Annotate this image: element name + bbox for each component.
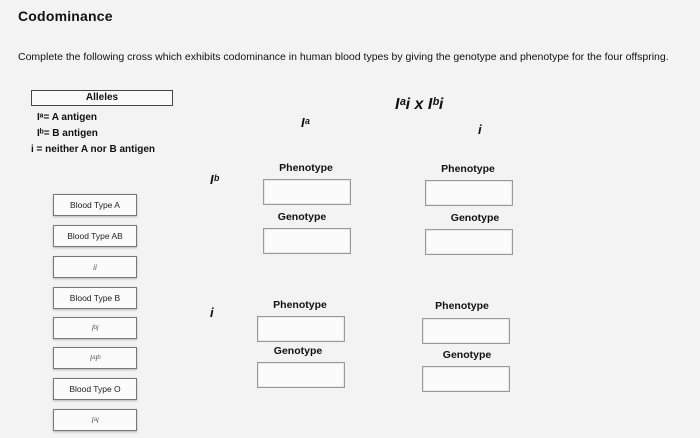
phenotype-drop-3[interactable]	[257, 316, 345, 342]
tile-blood-type-a[interactable]: Blood Type A	[53, 194, 137, 216]
tile-ia-i[interactable]: Iᵃi	[53, 409, 137, 431]
tile-ia-ib[interactable]: IᵃIᵇ	[53, 347, 137, 369]
allele-i-line: i = neither A nor B antigen	[31, 144, 155, 155]
genotype-label-4: Genotype	[442, 349, 492, 361]
genotype-label-1: Genotype	[277, 211, 327, 223]
phenotype-drop-1[interactable]	[263, 179, 351, 205]
tile-blood-type-o[interactable]: Blood Type O	[53, 378, 137, 400]
tile-ib-i[interactable]: Iᵇi	[53, 317, 137, 339]
page-title: Codominance	[18, 8, 113, 24]
allele-a-line: Iᵃ= A antigen	[37, 112, 97, 123]
phenotype-label-1: Phenotype	[279, 162, 333, 174]
genotype-label-2: Genotype	[450, 212, 500, 224]
parent1-allele-i: i	[478, 122, 482, 137]
genotype-drop-3[interactable]	[257, 362, 345, 388]
genotype-label-3: Genotype	[273, 345, 323, 357]
parent2-allele-i: i	[210, 305, 214, 320]
parent2-allele-b: Iᵇ	[210, 172, 220, 187]
genotype-drop-1[interactable]	[263, 228, 351, 254]
allele-b-line: Iᵇ= B antigen	[37, 128, 98, 139]
cross-title: Iᵃi x Iᵇi	[395, 96, 444, 113]
phenotype-drop-4[interactable]	[422, 318, 510, 344]
phenotype-label-3: Phenotype	[273, 299, 327, 311]
genotype-drop-2[interactable]	[425, 229, 513, 255]
instructions-text: Complete the following cross which exhibits codominance in human blood types by giving the genotype and phenotype for the four offspring.	[18, 51, 669, 63]
phenotype-label-2: Phenotype	[441, 163, 495, 175]
parent1-allele-a: Iᵃ	[301, 115, 310, 130]
phenotype-label-4: Phenotype	[435, 300, 489, 312]
tile-ii[interactable]: ii	[53, 256, 137, 278]
tile-blood-type-b[interactable]: Blood Type B	[53, 287, 137, 309]
genotype-drop-4[interactable]	[422, 366, 510, 392]
tile-blood-type-ab[interactable]: Blood Type AB	[53, 225, 137, 247]
phenotype-drop-2[interactable]	[425, 180, 513, 206]
alleles-header: Alleles	[31, 90, 173, 106]
